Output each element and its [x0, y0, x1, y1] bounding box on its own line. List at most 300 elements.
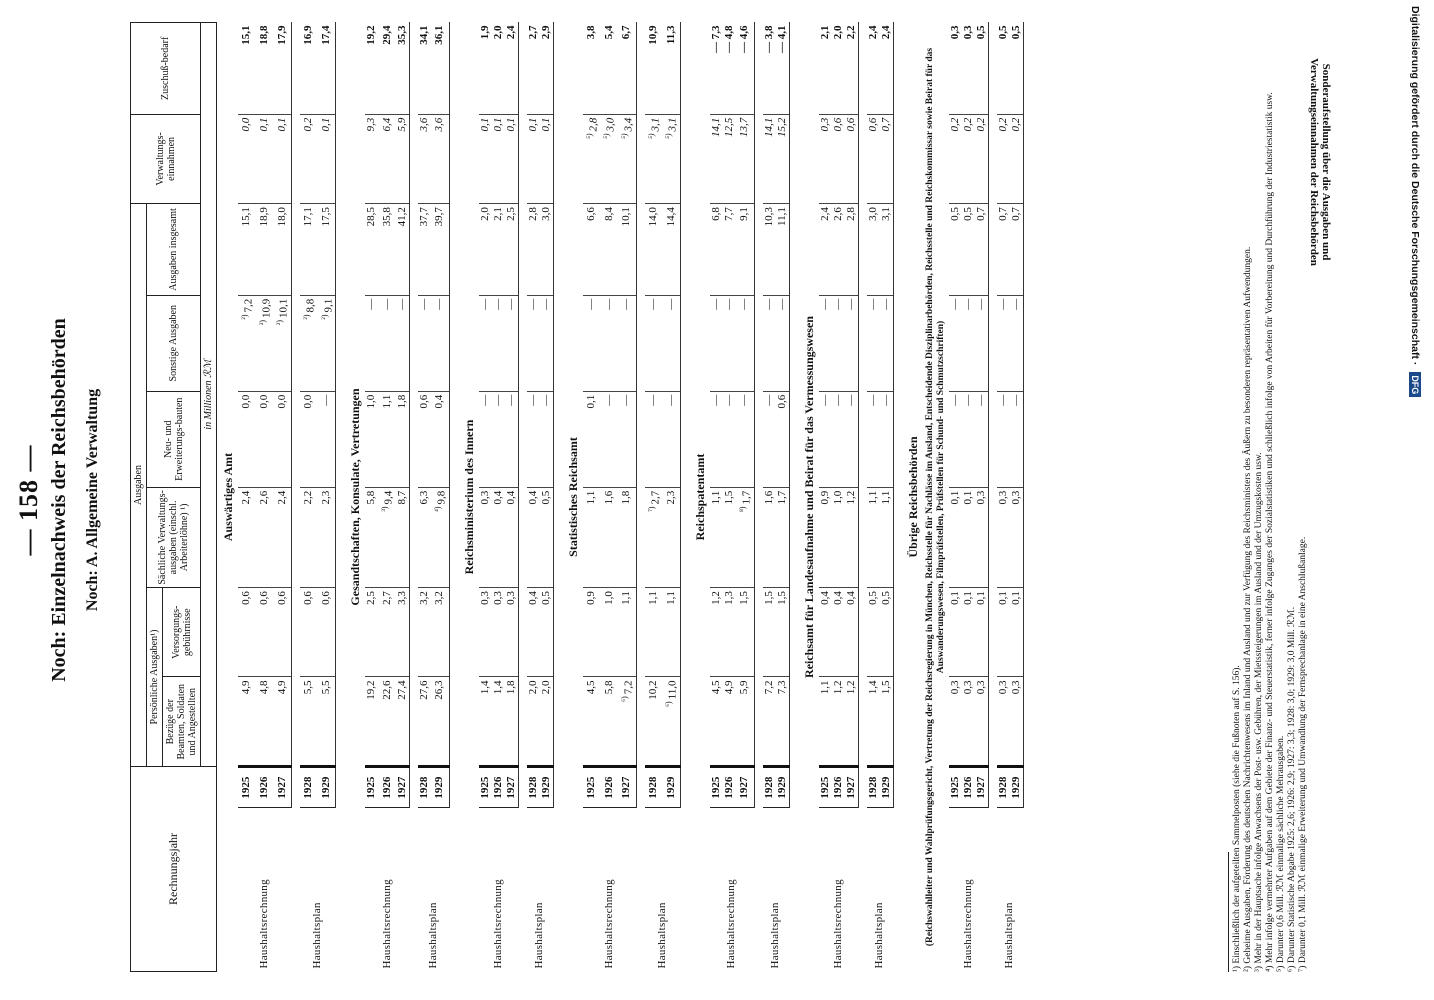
value: 1,1 — [818, 680, 831, 695]
value-cell-d — [949, 391, 962, 487]
year-cell: 1928 — [997, 766, 1010, 807]
value-cell-g — [962, 114, 975, 203]
value: 0,3 — [1009, 680, 1022, 695]
year-cell: 1926 — [256, 766, 274, 807]
value: 2,8 — [526, 207, 539, 221]
value: 15,1 — [240, 207, 253, 227]
value: 14,1 — [762, 117, 775, 137]
value: — — [762, 394, 775, 406]
value-cell-h — [763, 23, 776, 115]
value-cell-h — [618, 23, 636, 115]
value: 0,5 — [996, 25, 1009, 40]
value: 0,7 — [974, 207, 987, 221]
value-cell-c — [378, 487, 396, 587]
value: — — [380, 298, 393, 310]
value: 0,1 — [478, 117, 491, 132]
value-cell-g — [819, 114, 832, 203]
value: 14,4 — [664, 207, 677, 227]
value: 39,7 — [433, 207, 446, 227]
spacer-row — [409, 23, 418, 972]
value-cell-e — [949, 295, 962, 391]
group-label: Haushaltsrechnung — [831, 879, 844, 969]
value-cell-a — [763, 677, 776, 766]
value: 0,0 — [257, 394, 270, 409]
value-cell-c — [540, 487, 554, 587]
value: — — [491, 394, 504, 406]
value: 8,7 — [395, 490, 408, 505]
footnote-marker: ⁵) — [584, 133, 594, 139]
value: 2,7 — [380, 591, 393, 605]
value: — — [433, 298, 446, 310]
value: 1,1 — [879, 490, 892, 505]
value-cell-e — [819, 295, 832, 391]
value-cell-c — [949, 487, 962, 587]
year-cell: 1927 — [736, 766, 754, 807]
value-cell-e — [975, 295, 989, 391]
value-cell-c — [845, 487, 859, 587]
value-cell-a — [662, 677, 680, 766]
footnote: ³) Mehr in der Hauptsache infolge Anwachsens der Post- usw. Gebühren, der Mietssteigerungen im Ausland und der Umzugskosten usw. — [1254, 452, 1264, 972]
value-cell-g — [505, 114, 519, 203]
value-cell-d — [300, 391, 318, 487]
value-cell-c — [997, 487, 1010, 587]
value: 0,1 — [584, 394, 597, 409]
value: 1,4 — [491, 680, 504, 695]
value-cell-b — [583, 588, 601, 677]
value-cell-a — [527, 677, 540, 766]
value: 13,7 — [738, 117, 751, 137]
value: 6,4 — [380, 117, 393, 132]
spacer-row — [754, 23, 763, 972]
value: 14,0 — [646, 207, 659, 227]
value-cell-c — [527, 487, 540, 587]
value: 1,1 — [380, 394, 393, 409]
value: — — [526, 394, 539, 406]
value-cell-d — [867, 391, 880, 487]
value-cell-a — [819, 677, 832, 766]
value: 2,4 — [275, 490, 288, 505]
value: 1,8 — [504, 680, 517, 695]
year-cell: 1925 — [819, 766, 832, 807]
value: 0,3 — [996, 490, 1009, 505]
year-cell: 1925 — [365, 766, 378, 807]
year-cell: 1926 — [962, 766, 975, 807]
value: 1,7 — [740, 490, 753, 505]
value-cell-h — [300, 23, 318, 115]
value-cell-b — [997, 588, 1010, 677]
value-cell-f — [431, 204, 449, 296]
value-cell-h — [962, 23, 975, 115]
group-label: Haushaltsplan — [873, 902, 886, 969]
value-cell-g — [396, 114, 410, 203]
value: 11,0 — [666, 680, 679, 700]
value-cell-b — [710, 588, 723, 677]
value: 1,1 — [620, 591, 633, 605]
value: 1,6 — [762, 490, 775, 505]
value-cell-a — [776, 677, 790, 766]
value-cell-d — [776, 391, 790, 487]
value-cell-f — [238, 204, 256, 296]
value: — — [775, 298, 788, 310]
value-cell-f — [710, 204, 723, 296]
value-cell-g — [492, 114, 505, 203]
year-cell: 1929 — [880, 766, 894, 807]
value: — — [879, 394, 892, 406]
group-label: Haushaltsrechnung — [380, 879, 393, 969]
value-cell-e — [583, 295, 601, 391]
value: — — [602, 298, 615, 310]
value-cell-e — [618, 295, 636, 391]
value: 0,9 — [818, 490, 831, 505]
value-cell-b — [1010, 588, 1024, 677]
footnote-marker: ⁶) — [619, 696, 629, 702]
value-cell-a — [600, 677, 618, 766]
value: 3,0 — [604, 117, 617, 132]
value-cell-c — [819, 487, 832, 587]
value-cell-e — [776, 295, 790, 391]
value-cell-e — [273, 295, 291, 391]
value: 0,4 — [433, 394, 446, 409]
credit-text: Digitalisierung gefördert durch die Deutsche Forschungsgemeinschaft · — [1409, 6, 1421, 366]
footnote-marker: ²) — [275, 320, 285, 326]
value-cell-g — [540, 114, 554, 203]
value-cell-d — [396, 391, 410, 487]
year-cell: 1926 — [832, 766, 845, 807]
statistics-table — [130, 22, 1032, 972]
value: 2,7 — [649, 490, 662, 505]
value-cell-c — [776, 487, 790, 587]
value-cell-e — [505, 295, 519, 391]
footnote: ⁷) Darunter 0,1 Mill. ℛℳ einmalige Erweiterung und Umwandlung der Fernsprechanlage in eine Anschlußanlage. — [1298, 536, 1308, 972]
value: 4,8 — [257, 680, 270, 695]
group-label: Haushaltsrechnung — [491, 879, 504, 969]
value-cell-b — [318, 588, 336, 677]
value: 0,4 — [504, 490, 517, 505]
value-cell-b — [832, 588, 845, 677]
value: 0,6 — [319, 591, 332, 605]
value: — — [365, 298, 378, 310]
value: 0,3 — [504, 591, 517, 605]
section-title: Reichsministerium des Innern — [461, 419, 476, 575]
value: 0,7 — [1009, 207, 1022, 221]
value-cell-b — [618, 588, 636, 677]
value-cell-f — [318, 204, 336, 296]
value: 35,8 — [380, 207, 393, 227]
value: 0,3 — [478, 490, 491, 505]
value: 0,5 — [539, 591, 552, 605]
footnote: ⁵) Darunter 0,6 Mill. ℛℳ einmalige sächliche Mehrausgaben. — [1276, 735, 1286, 972]
year-cell: 1925 — [238, 766, 256, 807]
value-cell-e — [396, 295, 410, 391]
value-cell-d — [645, 391, 663, 487]
value-cell-a — [867, 677, 880, 766]
value: 0,5 — [539, 490, 552, 505]
table-row — [527, 23, 540, 972]
value: 1,4 — [478, 680, 491, 695]
value-cell-c — [238, 487, 256, 587]
footnote-list — [1232, 12, 1309, 972]
value: — — [478, 394, 491, 406]
value: 3,1 — [666, 117, 679, 132]
value: 0,4 — [526, 490, 539, 505]
value-cell-a — [832, 677, 845, 766]
value-cell-e — [662, 295, 680, 391]
value-cell-e — [300, 295, 318, 391]
value: 4,5 — [584, 680, 597, 695]
value: 0,4 — [844, 591, 857, 605]
section-title: Reichspatentamt — [692, 453, 707, 541]
value-cell-c — [645, 487, 663, 587]
value: 3,6 — [433, 117, 446, 132]
sonstige-header: Sonstige Ausgaben — [147, 295, 201, 391]
value-cell-b — [880, 588, 894, 677]
value: 0,4 — [831, 591, 844, 605]
year-cell: 1928 — [527, 766, 540, 807]
section-title-row — [458, 23, 479, 972]
section-title-row — [217, 23, 239, 972]
value: — — [709, 298, 722, 310]
value: 5,8 — [365, 490, 378, 505]
value-cell-a — [949, 677, 962, 766]
value: 5,5 — [319, 680, 332, 695]
value: 0,2 — [996, 117, 1009, 132]
value-cell-f — [736, 204, 754, 296]
value: 15,1 — [240, 25, 253, 45]
footnote-marker: ²) — [319, 314, 329, 320]
year-cell: 1925 — [583, 766, 601, 807]
value: 35,3 — [395, 25, 408, 45]
value-cell-b — [365, 588, 378, 677]
value-cell-a — [997, 677, 1010, 766]
spacer — [336, 23, 345, 972]
year-cell: 1927 — [396, 766, 410, 807]
footnote-marker: ⁸) — [737, 506, 747, 512]
value: 34,1 — [417, 25, 430, 45]
value: 11,3 — [664, 25, 677, 45]
value: 1,0 — [602, 591, 615, 605]
value: 19,2 — [365, 680, 378, 700]
footnote-marker: ⁵) — [602, 133, 612, 139]
value-cell-b — [819, 588, 832, 677]
value: 0,6 — [275, 591, 288, 605]
value: — — [831, 394, 844, 406]
value-cell-a — [505, 677, 519, 766]
value-cell-h — [273, 23, 291, 115]
saechliche-header: Sächliche Verwaltungs-ausgaben (einschl. Arbeiterlöhne) ¹) — [147, 487, 201, 587]
value-cell-e — [365, 295, 378, 391]
value-cell-f — [600, 204, 618, 296]
value: 6,8 — [709, 207, 722, 221]
value-cell-f — [819, 204, 832, 296]
value: 7,2 — [242, 298, 255, 313]
value: — — [844, 298, 857, 310]
year-cell: 1926 — [378, 766, 396, 807]
section-title: Übrige Reichsbehörden — [905, 436, 920, 558]
value-cell-h — [540, 23, 554, 115]
value: 9,8 — [435, 490, 448, 505]
value: 0,6 — [417, 394, 430, 409]
value: 1,1 — [709, 490, 722, 505]
year-cell: 1926 — [723, 766, 736, 807]
value-cell-e — [962, 295, 975, 391]
value: 2,0 — [478, 207, 491, 221]
value: 2,5 — [365, 591, 378, 605]
value-cell-c — [396, 487, 410, 587]
value: 1,2 — [844, 490, 857, 505]
value-cell-g — [300, 114, 318, 203]
value: — — [738, 394, 751, 406]
value-cell-d — [505, 391, 519, 487]
value-cell-e — [1010, 295, 1024, 391]
value: 0,3 — [961, 25, 974, 40]
value: 2,0 — [526, 680, 539, 695]
value: 0,1 — [275, 117, 288, 132]
value: 2,6 — [257, 490, 270, 505]
value: 0,2 — [302, 117, 315, 132]
value: 1,5 — [775, 591, 788, 605]
value-cell-a — [318, 677, 336, 766]
value-cell-b — [431, 588, 449, 677]
section-note: (Reichswahlleiter und Wahlprüfungsgericht, Vertretung der Reichsregierung in München, Reichsstelle für Nachlässe im Ausland, Entscheidende Disziplinarbehörden, Reichsstelle und Reichskommissar sowie Beirat für das Auswanderungswesen, Filmprüfstellen, Prüfstellen für Schund- und Schmutzschriften) — [924, 47, 946, 947]
value-cell-b — [300, 588, 318, 677]
value-cell-b — [662, 588, 680, 677]
value-cell-f — [880, 204, 894, 296]
spacer-row — [449, 23, 458, 972]
value-cell-g — [1010, 114, 1024, 203]
value-cell-b — [492, 588, 505, 677]
value-cell-g — [479, 114, 492, 203]
value-cell-d — [880, 391, 894, 487]
value: 0,3 — [1009, 490, 1022, 505]
value-cell-g — [845, 114, 859, 203]
value: 6,3 — [417, 490, 430, 505]
value: — — [539, 298, 552, 310]
value-cell-a — [845, 677, 859, 766]
value: 28,5 — [365, 207, 378, 227]
value: 0,1 — [948, 591, 961, 605]
value-cell-c — [723, 487, 736, 587]
value-cell-c — [418, 487, 431, 587]
value: 0,5 — [961, 207, 974, 221]
value: 0,5 — [974, 25, 987, 40]
value: 10,1 — [277, 298, 290, 318]
value: — — [646, 394, 659, 406]
year-cell: 1929 — [540, 766, 554, 807]
value: 4,9 — [240, 680, 253, 695]
value-cell-f — [867, 204, 880, 296]
value-cell-b — [736, 588, 754, 677]
value-cell-f — [378, 204, 396, 296]
value: 9,3 — [365, 117, 378, 132]
value-cell-c — [505, 487, 519, 587]
footnote-marker: ⁴) — [432, 506, 442, 512]
value: 1,6 — [602, 490, 615, 505]
value-cell-h — [378, 23, 396, 115]
value: 1,2 — [844, 680, 857, 695]
value-cell-b — [238, 588, 256, 677]
value: 1,4 — [866, 680, 879, 695]
value-cell-a — [431, 677, 449, 766]
value: — — [478, 298, 491, 310]
value: 1,0 — [365, 394, 378, 409]
value-cell-g — [600, 114, 618, 203]
value: 0,1 — [961, 591, 974, 605]
year-cell: 1928 — [645, 766, 663, 807]
value-cell-e — [238, 295, 256, 391]
value: 2,3 — [664, 490, 677, 505]
value-cell-c — [492, 487, 505, 587]
value-cell-d — [710, 391, 723, 487]
value: 0,1 — [996, 591, 1009, 605]
group-label: Haushaltsrechnung — [602, 879, 615, 969]
section-title: Reichsamt für Landesaufnahme und Beirat für das Vermessungswesen — [801, 316, 816, 678]
value-cell-e — [736, 295, 754, 391]
value: — — [620, 394, 633, 406]
value-cell-d — [600, 391, 618, 487]
value-cell-c — [318, 487, 336, 587]
page-header — [10, 0, 110, 1000]
spacer — [754, 23, 763, 972]
spacer-row — [636, 23, 645, 972]
table-row — [238, 23, 256, 972]
value-cell-b — [723, 588, 736, 677]
value-cell-d — [962, 391, 975, 487]
value: 0,7 — [879, 117, 892, 132]
value-cell-b — [776, 588, 790, 677]
value: 9,1 — [322, 298, 335, 313]
value-cell-c — [583, 487, 601, 587]
value-cell-d — [583, 391, 601, 487]
group-label: Haushaltsplan — [1003, 902, 1016, 969]
value: 2,1 — [818, 25, 831, 40]
value: 2,4 — [879, 25, 892, 40]
value-cell-g — [710, 114, 723, 203]
value-cell-g — [318, 114, 336, 203]
year-cell: 1927 — [618, 766, 636, 807]
value-cell-e — [431, 295, 449, 391]
value: — — [395, 298, 408, 310]
spacer-row — [518, 23, 527, 972]
group-label: Haushaltsrechnung — [258, 879, 271, 969]
value: 0,3 — [948, 680, 961, 695]
footnote-marker: ⁷) — [646, 506, 656, 512]
value-cell-f — [723, 204, 736, 296]
value-cell-d — [845, 391, 859, 487]
value: — 7,3 — [709, 25, 722, 53]
value-cell-a — [378, 677, 396, 766]
value-cell-c — [880, 487, 894, 587]
value: 5,4 — [602, 25, 615, 40]
value: 0,1 — [961, 490, 974, 505]
value: 4,5 — [709, 680, 722, 695]
value-cell-h — [819, 23, 832, 115]
year-cell: 1929 — [662, 766, 680, 807]
value-cell-f — [479, 204, 492, 296]
value: 27,4 — [395, 680, 408, 700]
value: — 4,1 — [775, 25, 788, 53]
value-cell-f — [365, 204, 378, 296]
value-cell-h — [867, 23, 880, 115]
value: 9,4 — [382, 490, 395, 505]
value: 3,3 — [395, 591, 408, 605]
value: 11,1 — [775, 207, 788, 226]
value-cell-b — [418, 588, 431, 677]
value-cell-c — [1010, 487, 1024, 587]
value: 0,5 — [879, 591, 892, 605]
value: 5,5 — [302, 680, 315, 695]
value-cell-b — [645, 588, 663, 677]
value: 7,3 — [775, 680, 788, 695]
